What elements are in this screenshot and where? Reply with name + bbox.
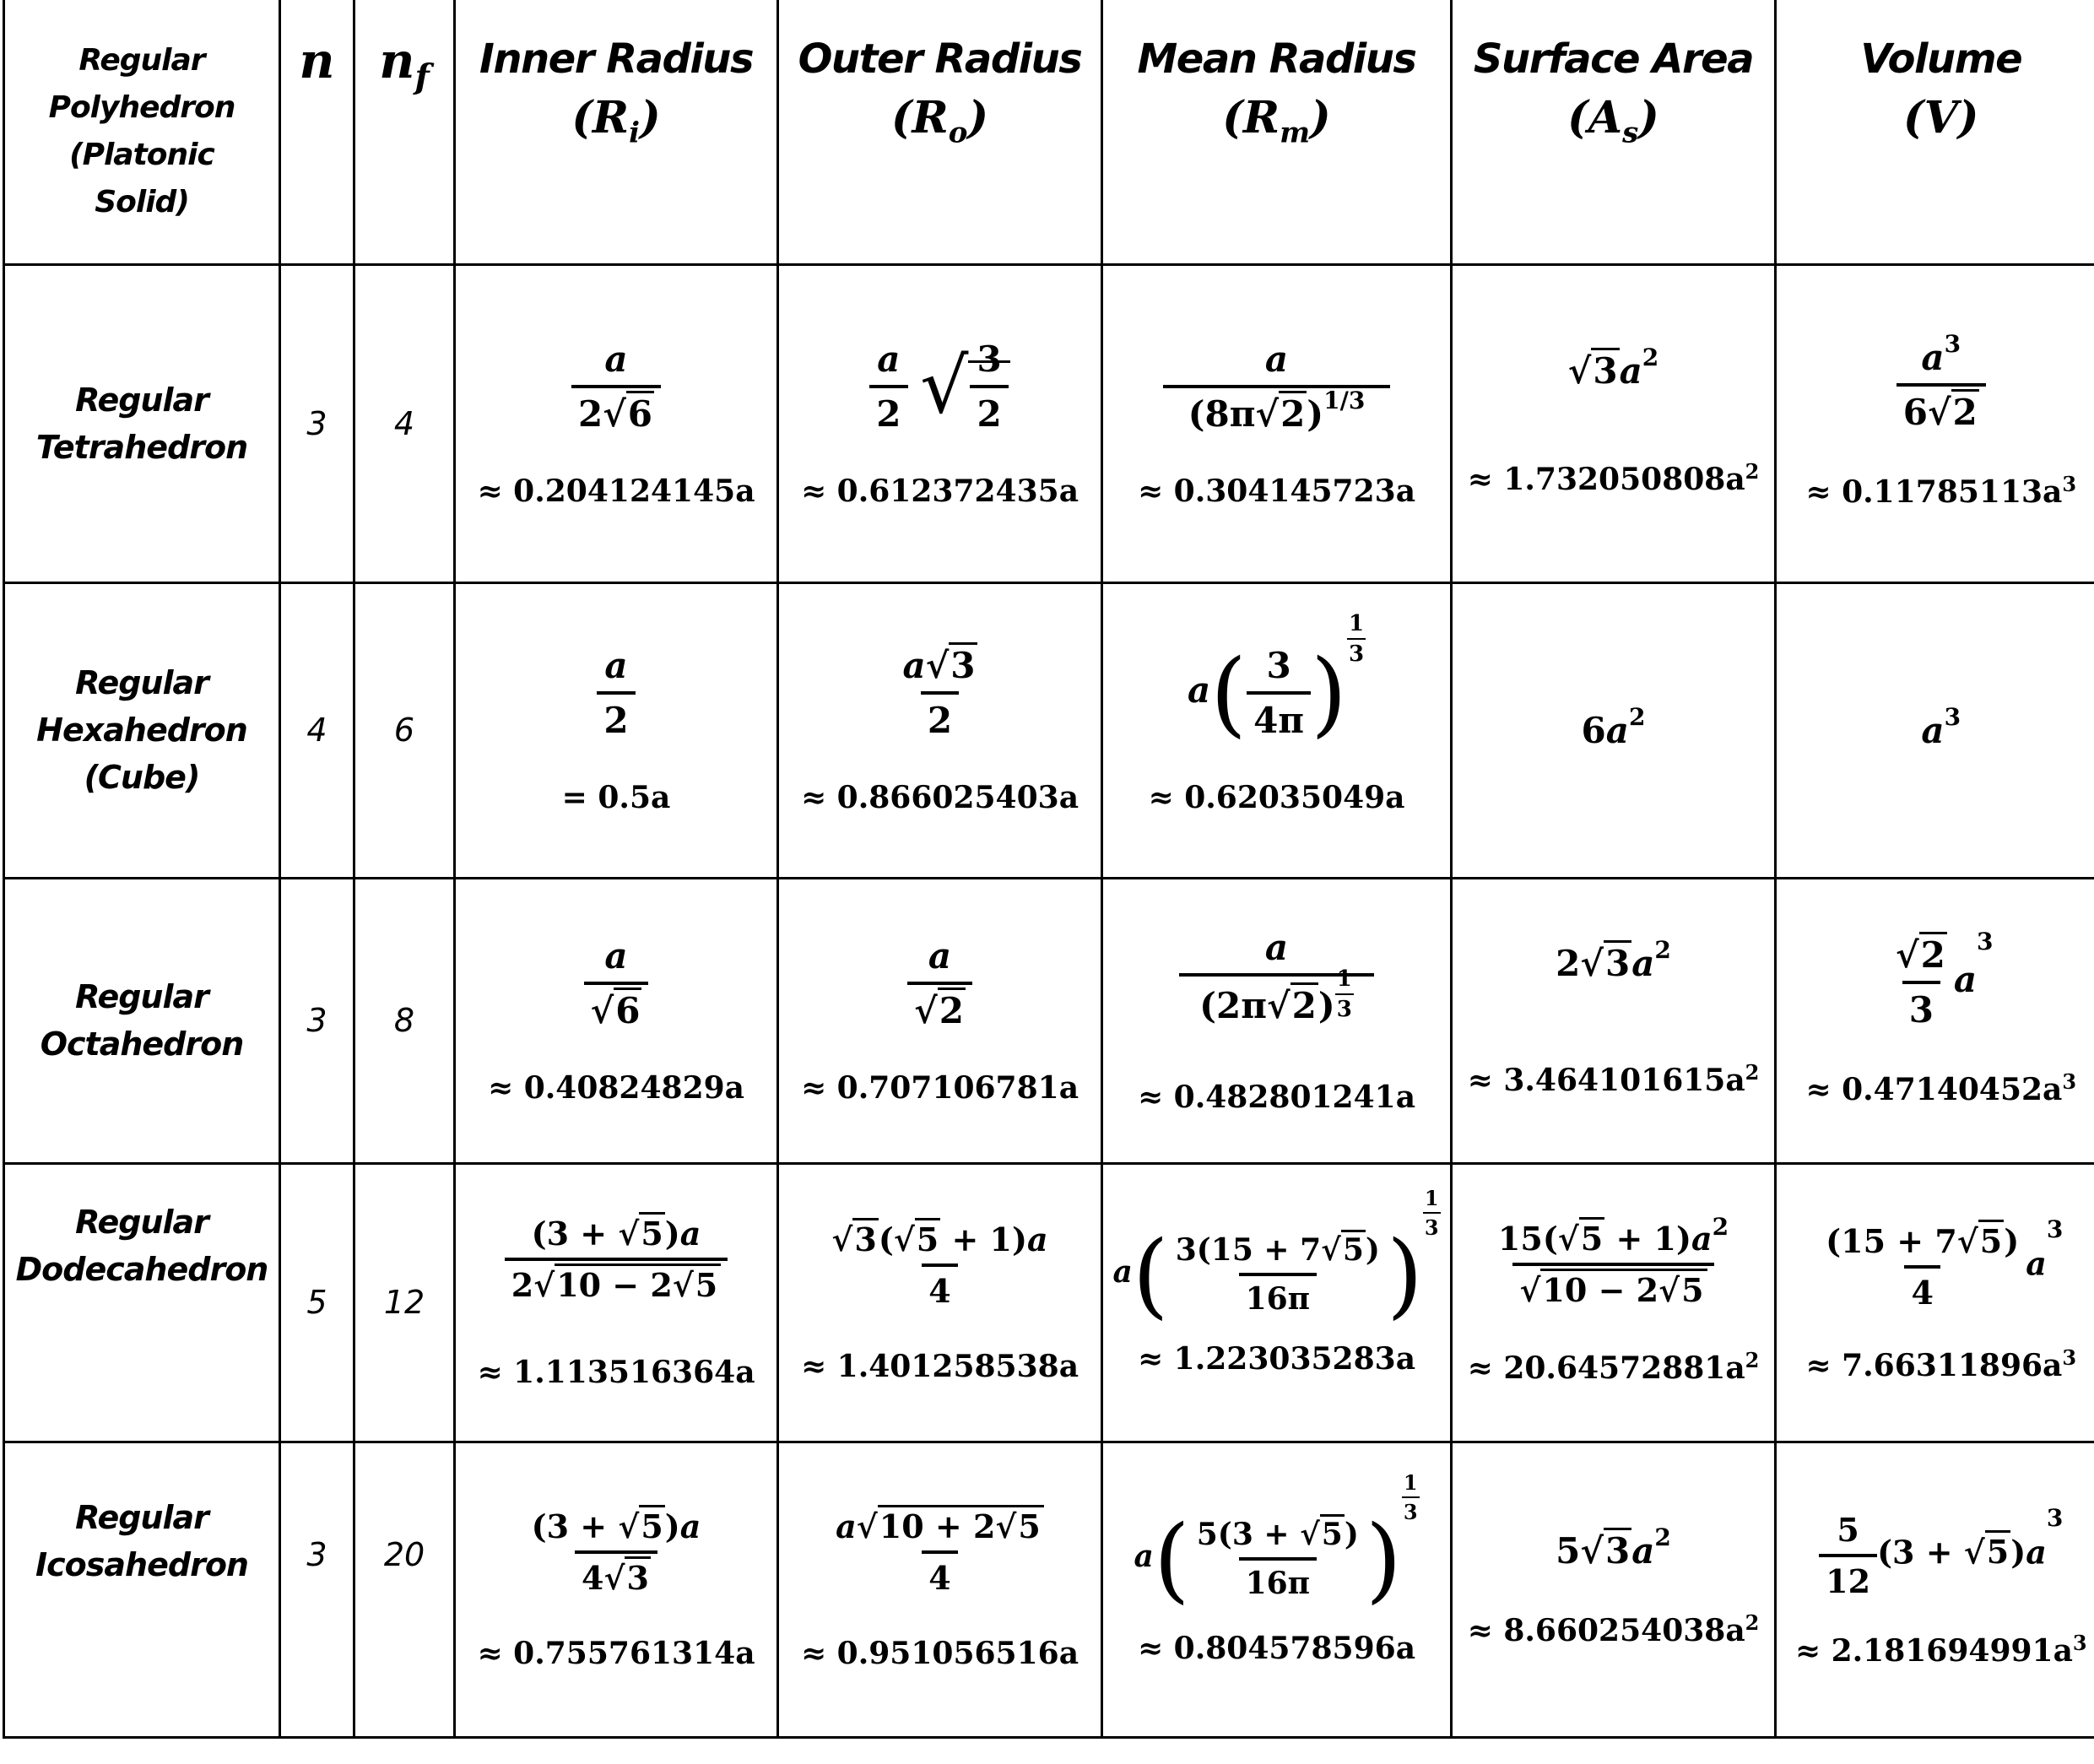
cell-outer-radius bbox=[778, 1163, 1102, 1442]
approx-outer-radius: ≈ 0.866025403a bbox=[800, 780, 1079, 815]
header-polyhedron-line: Solid) bbox=[95, 184, 189, 219]
header-n bbox=[280, 0, 354, 264]
header-row bbox=[4, 0, 2094, 264]
cell-outer-radius bbox=[778, 582, 1102, 878]
formula-mean-radius: a( $\frac{3}{4\pi}$ ) $^{\frac{1}{3}}$ bbox=[1187, 611, 1365, 747]
table-row-icosahedron bbox=[4, 1442, 2094, 1737]
header-mean-radius-symbol: R bbox=[1242, 92, 1280, 143]
cell-n bbox=[280, 264, 354, 582]
header-outer-radius: Outer Radius $(R_o)$ bbox=[778, 0, 1102, 264]
cell-mean-radius bbox=[1102, 264, 1452, 582]
formula-volume: $\frac{√2}{3}$ $a^3$ bbox=[1895, 927, 1994, 1031]
cell-nf bbox=[354, 582, 455, 878]
formula-inner-radius: $\frac{(3 + √5)a}{2√10 - 2√5}$ bbox=[505, 1215, 728, 1304]
cell-nf bbox=[354, 1163, 455, 1442]
n-value: 3 bbox=[306, 404, 327, 442]
cell-nf bbox=[354, 264, 455, 582]
header-mean-radius-sub: m bbox=[1280, 116, 1311, 150]
cell-volume bbox=[1776, 1442, 2094, 1737]
approx-surface-area: ≈ $8.660254038a^2$ bbox=[1467, 1610, 1760, 1648]
n-value: 3 bbox=[306, 1002, 327, 1039]
approx-inner-radius: = 0.5a bbox=[561, 780, 671, 815]
header-polyhedron-line: Polyhedron bbox=[48, 89, 235, 125]
header-mean-radius: Mean Radius $(R_m)$ bbox=[1102, 0, 1452, 264]
cell-mean-radius bbox=[1102, 582, 1452, 878]
approx-inner-radius: ≈ 0.40824829a bbox=[488, 1070, 744, 1106]
approx-outer-radius: ≈ 0.951056516a bbox=[800, 1636, 1079, 1671]
header-surface-area-sub: s bbox=[1622, 116, 1639, 150]
header-polyhedron-line: Regular bbox=[78, 42, 205, 78]
approx-inner-radius: ≈ 0.204124145a bbox=[477, 473, 755, 509]
formula-mean-radius: $\frac{a}{(8\pi√2)^{1/3}}$ bbox=[1163, 338, 1391, 435]
cell-n bbox=[280, 582, 354, 878]
name-line: Regular bbox=[75, 1203, 208, 1241]
approx-surface-area: ≈ $20.64572881a^2$ bbox=[1467, 1347, 1760, 1386]
cell-n bbox=[280, 1163, 354, 1442]
formula-mean-radius: a( $\frac{3(15 + 7√5)}{16\pi}$ ) $^{\frac{1}{3}}$ bbox=[1112, 1186, 1439, 1328]
cell-nf bbox=[354, 1442, 455, 1737]
cell-surface-area bbox=[1452, 264, 1776, 582]
name-line: Icosahedron bbox=[35, 1545, 248, 1583]
header-inner-radius-symbol: R bbox=[592, 92, 630, 143]
formula-outer-radius: $\frac{a}{2}$ √ $\frac{3}{2}$ bbox=[869, 338, 1009, 435]
table-row-octahedron bbox=[4, 878, 2094, 1163]
cell-outer-radius bbox=[778, 878, 1102, 1163]
header-polyhedron-line: (Platonic bbox=[69, 137, 214, 172]
cell-mean-radius bbox=[1102, 878, 1452, 1163]
approx-mean-radius: ≈ 1.223035283a bbox=[1137, 1341, 1416, 1377]
cell-surface-area bbox=[1452, 878, 1776, 1163]
name-line: Regular bbox=[75, 664, 208, 701]
cell-surface-area bbox=[1452, 582, 1776, 878]
approx-volume: ≈ $7.66311896a^3$ bbox=[1805, 1345, 2077, 1383]
cell-inner-radius bbox=[455, 1442, 778, 1737]
cell-outer-radius bbox=[778, 1442, 1102, 1737]
header-nf bbox=[354, 0, 455, 264]
approx-outer-radius: ≈ 0.707106781a bbox=[800, 1070, 1079, 1106]
formula-outer-radius: $\frac{a√3}{2}$ bbox=[895, 645, 983, 741]
header-surface-area-symbol: A bbox=[1588, 92, 1623, 143]
formula-volume: $\frac{a^3}{6√2}$ bbox=[1897, 337, 1986, 433]
name-line: Regular bbox=[75, 381, 208, 419]
table-row-hexahedron bbox=[4, 582, 2094, 878]
cell-name bbox=[4, 1442, 280, 1737]
approx-inner-radius: ≈ 0.755761314a bbox=[477, 1636, 755, 1671]
approx-volume: ≈ $0.47140452a^3$ bbox=[1805, 1069, 2077, 1107]
header-nf-subscript: f bbox=[414, 57, 430, 97]
header-surface-area: Surface Area $(A_s)$ bbox=[1452, 0, 1776, 264]
n-value: 5 bbox=[306, 1284, 327, 1321]
header-volume-symbol: V bbox=[1924, 92, 1958, 143]
approx-surface-area: ≈ $1.732050808a^2$ bbox=[1467, 458, 1760, 497]
formula-outer-radius: $\frac{a}{√2}$ bbox=[907, 935, 972, 1031]
cell-n bbox=[280, 878, 354, 1163]
approx-mean-radius: ≈ 0.304145723a bbox=[1137, 473, 1416, 509]
cell-inner-radius bbox=[455, 582, 778, 878]
cell-inner-radius bbox=[455, 1163, 778, 1442]
cell-inner-radius bbox=[455, 878, 778, 1163]
name-line: Octahedron bbox=[40, 1025, 244, 1063]
header-outer-radius-title: Outer Radius bbox=[798, 35, 1082, 83]
header-inner-radius: Inner Radius $(R_i)$ bbox=[455, 0, 778, 264]
formula-surface-area: $\frac{15(√5 + 1)a^2}{√10 - 2√5}$ bbox=[1497, 1212, 1729, 1309]
header-nf-symbol: n bbox=[379, 32, 415, 89]
cell-surface-area bbox=[1452, 1163, 1776, 1442]
approx-inner-radius: ≈ 1.113516364a bbox=[477, 1355, 755, 1390]
nf-value: 12 bbox=[383, 1284, 425, 1321]
cell-volume bbox=[1776, 582, 2094, 878]
n-value: 3 bbox=[306, 1535, 327, 1573]
header-surface-area-title: Surface Area bbox=[1473, 35, 1754, 83]
formula-surface-area: $6a^2$ bbox=[1581, 702, 1646, 751]
header-inner-radius-title: Inner Radius bbox=[479, 35, 754, 83]
header-polyhedron bbox=[4, 0, 280, 264]
name-line: Tetrahedron bbox=[35, 428, 248, 466]
cell-name bbox=[4, 878, 280, 1163]
name-line: Regular bbox=[75, 978, 208, 1015]
header-n-symbol: n bbox=[299, 32, 335, 89]
header-mean-radius-title: Mean Radius bbox=[1137, 35, 1416, 83]
formula-inner-radius: $\frac{a}{√6}$ bbox=[584, 935, 649, 1031]
cell-mean-radius bbox=[1102, 1163, 1452, 1442]
approx-mean-radius: ≈ 0.804578596a bbox=[1137, 1631, 1416, 1666]
header-outer-radius-symbol: R bbox=[912, 92, 949, 143]
approx-volume: ≈ $0.11785113a^3$ bbox=[1805, 472, 2077, 510]
formula-surface-area: $5√3a^2$ bbox=[1556, 1523, 1671, 1572]
header-inner-radius-sub: i bbox=[629, 116, 641, 150]
cell-volume bbox=[1776, 264, 2094, 582]
cell-inner-radius bbox=[455, 264, 778, 582]
table-row-tetrahedron bbox=[4, 264, 2094, 582]
formula-inner-radius: $\frac{a}{2√6}$ bbox=[571, 338, 661, 435]
cell-mean-radius bbox=[1102, 1442, 1452, 1737]
formula-mean-radius: a (2π√2) $^{\frac{1}{3}}$ bbox=[1179, 927, 1374, 1041]
cell-volume bbox=[1776, 878, 2094, 1163]
formula-volume: $a^3$ bbox=[1921, 702, 1961, 751]
platonic-solids-table bbox=[3, 0, 2094, 1739]
cell-name bbox=[4, 582, 280, 878]
approx-mean-radius: ≈ 0.62035049a bbox=[1148, 780, 1405, 815]
approx-outer-radius: ≈ 1.401258538a bbox=[800, 1349, 1079, 1384]
name-line: Dodecahedron bbox=[15, 1250, 268, 1288]
header-outer-radius-sub: o bbox=[948, 116, 968, 150]
approx-volume: ≈ $2.181694991a^3$ bbox=[1794, 1630, 2087, 1669]
name-line: (Cube) bbox=[84, 759, 200, 796]
cell-surface-area bbox=[1452, 1442, 1776, 1737]
formula-inner-radius: $\frac{(3 + √5)a}{4√3}$ bbox=[525, 1507, 708, 1597]
formula-outer-radius: $\frac{a√10 + 2√5}{4}$ bbox=[829, 1507, 1051, 1597]
nf-value: 4 bbox=[393, 404, 415, 442]
formula-outer-radius: $\frac{√3(√5 + 1)a}{4}$ bbox=[825, 1220, 1054, 1310]
cell-name bbox=[4, 264, 280, 582]
cell-outer-radius bbox=[778, 264, 1102, 582]
formula-volume: $\frac{5}{12}$ $(3 + √5)a^3$ bbox=[1819, 1511, 2063, 1600]
formula-surface-area: $√3a^2$ bbox=[1567, 343, 1659, 392]
header-volume: Volume (V) bbox=[1776, 0, 2094, 264]
name-line: Regular bbox=[75, 1498, 208, 1536]
table-row-dodecahedron bbox=[4, 1163, 2094, 1442]
formula-volume: $\frac{(15 + 7√5)}{4}$ $a^3$ bbox=[1826, 1215, 2064, 1312]
name-line: Hexahedron bbox=[36, 712, 247, 749]
nf-value: 20 bbox=[383, 1535, 425, 1573]
nf-value: 8 bbox=[393, 1002, 415, 1039]
cell-volume bbox=[1776, 1163, 2094, 1442]
nf-value: 6 bbox=[393, 712, 415, 749]
approx-outer-radius: ≈ 0.612372435a bbox=[800, 473, 1079, 509]
cell-n bbox=[280, 1442, 354, 1737]
n-value: 4 bbox=[306, 712, 327, 749]
approx-mean-radius: ≈ 0.482801241a bbox=[1137, 1079, 1416, 1115]
cell-nf bbox=[354, 878, 455, 1163]
formula-surface-area: $2√3a^2$ bbox=[1556, 936, 1671, 984]
cell-name bbox=[4, 1163, 280, 1442]
formula-inner-radius: $\frac{a}{2}$ bbox=[597, 645, 635, 741]
approx-surface-area: ≈ $3.464101615a^2$ bbox=[1467, 1060, 1760, 1098]
formula-mean-radius: a( $\frac{5(3 + √5)}{16\pi}$ ) $^{\frac{1}{3}}$ bbox=[1134, 1470, 1418, 1613]
header-volume-title: Volume bbox=[1860, 35, 2022, 83]
